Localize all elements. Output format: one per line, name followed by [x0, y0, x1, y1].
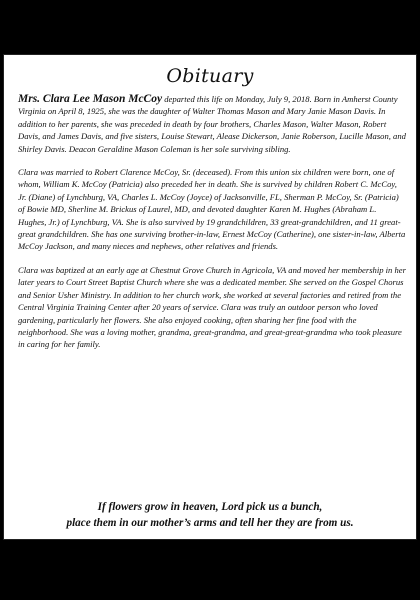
paragraph-birth-text: departed this life on Monday, July 9, 2018. Born in Amherst County Virginia on April 8, 1925, she was the daughter of Walter Thomas Mason and Mary Janie Mason Davis. In addition to her parents, she was preceded in death by four brothers, Charles Mason, Walter Mason, Robert Davis, and James Davis, and five sisters, Louise Stewart, Alease Dickerson, Janie Roberson, Lucille Mason, and Shirley Davis. Deacon Geraldine Mason Coleman is her sole surviving sibling. — [18, 94, 406, 154]
paragraph-family: Clara was married to Robert Clarence McCoy, Sr. (deceased). From this union six children were born, one of whom, William K. McCoy (Patricia) also preceded her in death. She is survived by children Robert C. McCoy, Jr. (Diane) of Lynchburg, VA, Charles L. McCoy (Joyce) of Jacksonville, FL, Sherman P. McCoy, Sr. (Patricia) of Bowie MD, Sherline M. Brickus of Laurel, MD, and devoted daughter Karen M. Hughes (Abraham L. Hughes, Jr.) of Lynchburg, VA. She is also survived by 19 grandchildren, 33 great-grandchildren, and 11 great-great grandchildren. She has one surviving brother-in-law, Ernest McCoy (Catherine), one sister-in-law, Alberta McCoy Jackson, and many nieces and nephews, other relatives and friends. — [18, 167, 406, 252]
quote-line-2: place them in our mother’s arms and tell her they are from us. — [66, 517, 354, 529]
deceased-name: Mrs. Clara Lee Mason McCoy — [18, 93, 163, 105]
memorial-quote — [4, 499, 416, 531]
quote-line-1: If flowers grow in heaven, Lord pick us a bunch, — [97, 501, 323, 513]
obituary-body — [18, 93, 406, 362]
obituary-card — [3, 54, 417, 540]
paragraph-birth — [18, 93, 406, 155]
paragraph-life: Clara was baptized at an early age at Chestnut Grove Church in Agricola, VA and moved her membership in her later years to Court Street Baptist Church where she was a dedicated member. She served on the Gospel Chorus and Senior Usher Ministry. In addition to her church work, she worked at several factories and retired from the Central Virginia Training Center after 20 years of service. Clara was truly an outdoor person who loved gardening, particularly her flowers. She also enjoyed cooking, often sharing her fine food with the neighborhood. She was a loving mother, grandma, great-grandma, and great-great-grandma who took pleasure in caring for her family. — [18, 264, 406, 350]
obituary-title: Obituary — [166, 65, 254, 87]
